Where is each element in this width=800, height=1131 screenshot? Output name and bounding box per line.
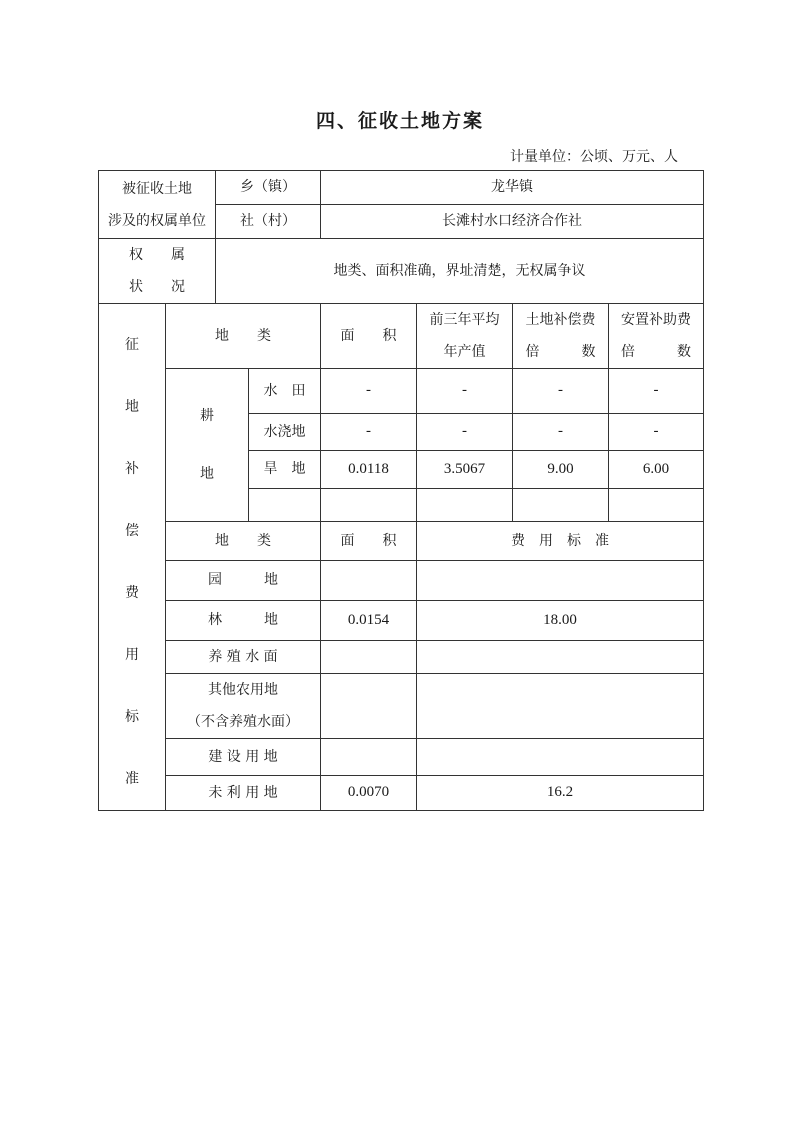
area-value <box>321 739 417 776</box>
standard-value <box>417 674 704 739</box>
area-value <box>321 674 417 739</box>
table-row <box>99 641 704 674</box>
cultivated-label <box>166 369 249 522</box>
header-avg-output-line-1: 前三年平均 <box>429 312 500 328</box>
ownership-value: 地类、面积准确，界址清楚，无权属争议 <box>216 239 704 304</box>
avg-output-value: - <box>417 414 513 451</box>
header-avg-output-line-2: 年产值 <box>443 344 486 360</box>
area-value <box>321 489 417 522</box>
land-name: 养 殖 水 面 <box>166 641 321 674</box>
owner-row-township <box>99 171 704 205</box>
village-label: 社（村） <box>216 205 321 239</box>
comp-char-1: 征 <box>125 337 139 353</box>
header-row <box>99 304 704 369</box>
table-row <box>99 601 704 641</box>
resettle-value: - <box>609 369 704 414</box>
land-name: 未 利 用 地 <box>166 776 321 811</box>
township-label: 乡（镇） <box>216 171 321 205</box>
avg-output-value: - <box>417 369 513 414</box>
standard-value <box>417 561 704 601</box>
header-resettle-line-2: 倍 数 <box>621 344 691 360</box>
land-name: 园 地 <box>166 561 321 601</box>
table-row <box>99 561 704 601</box>
standard-value <box>417 739 704 776</box>
header-area: 面 积 <box>321 304 417 369</box>
land-name-line-2: （不含养殖水面） <box>187 714 299 730</box>
area-value: 0.0070 <box>321 776 417 811</box>
header-land-compensation <box>513 304 609 369</box>
area-value <box>321 561 417 601</box>
cultivated-char-2: 地 <box>200 466 214 482</box>
land-comp-value <box>513 489 609 522</box>
area-value: - <box>321 414 417 451</box>
land-name: 水浇地 <box>249 414 321 451</box>
cultivated-char-1: 耕 <box>200 408 214 424</box>
avg-output-value <box>417 489 513 522</box>
resettle-value: 6.00 <box>609 451 704 489</box>
owner-label <box>99 171 216 239</box>
land-name: 建 设 用 地 <box>166 739 321 776</box>
ownership-row <box>99 239 704 304</box>
comp-char-2: 地 <box>125 399 139 415</box>
standard-value: 18.00 <box>417 601 704 641</box>
comp-char-7: 标 <box>125 709 139 725</box>
land-comp-value: 9.00 <box>513 451 609 489</box>
area-value: - <box>321 369 417 414</box>
table-row <box>99 369 704 414</box>
resettle-value: - <box>609 414 704 451</box>
owner-label-line-1: 被征收土地 <box>122 180 192 197</box>
land-name: 林 地 <box>166 601 321 641</box>
avg-output-value: 3.5067 <box>417 451 513 489</box>
land-name <box>249 489 321 522</box>
ownership-label-line-1: 权 属 <box>129 247 185 263</box>
comp-char-4: 偿 <box>125 523 139 539</box>
resettle-value <box>609 489 704 522</box>
comp-char-6: 用 <box>125 647 139 663</box>
standard-value <box>417 641 704 674</box>
ownership-label <box>99 239 216 304</box>
land-name <box>166 674 321 739</box>
owner-label-line-2: 涉及的权属单位 <box>108 212 206 229</box>
header2-land-type: 地 类 <box>166 522 321 561</box>
header2-standard: 费 用 标 准 <box>417 522 704 561</box>
comp-char-8: 准 <box>125 771 139 787</box>
comp-char-3: 补 <box>125 461 139 477</box>
land-comp-value: - <box>513 369 609 414</box>
comp-char-5: 费 <box>125 585 139 601</box>
table-row <box>99 776 704 811</box>
area-value: 0.0154 <box>321 601 417 641</box>
header-row-2 <box>99 522 704 561</box>
township-value: 龙华镇 <box>321 171 704 205</box>
header-resettlement <box>609 304 704 369</box>
header-land-type: 地 类 <box>166 304 321 369</box>
compensation-standard-label <box>99 304 166 811</box>
land-name: 水 田 <box>249 369 321 414</box>
header-land-comp-line-1: 土地补偿费 <box>525 312 596 328</box>
header-resettle-line-1: 安置补助费 <box>621 312 691 328</box>
page-title: 四、征收土地方案 <box>315 110 484 132</box>
standard-value: 16.2 <box>417 776 704 811</box>
table-row <box>99 739 704 776</box>
header-avg-output <box>417 304 513 369</box>
ownership-label-line-2: 状 况 <box>129 279 185 295</box>
land-name-line-1: 其他农用地 <box>208 682 278 698</box>
area-value: 0.0118 <box>321 451 417 489</box>
header2-area: 面 积 <box>321 522 417 561</box>
header-land-comp-line-2: 倍 数 <box>525 344 596 360</box>
area-value <box>321 641 417 674</box>
village-value: 长滩村水口经济合作社 <box>321 205 704 239</box>
land-acquisition-table <box>98 170 704 811</box>
land-comp-value: - <box>513 414 609 451</box>
table-row <box>99 674 704 739</box>
unit-note: 计量单位：公顷、万元、人 <box>510 149 678 165</box>
land-name: 旱 地 <box>249 451 321 489</box>
